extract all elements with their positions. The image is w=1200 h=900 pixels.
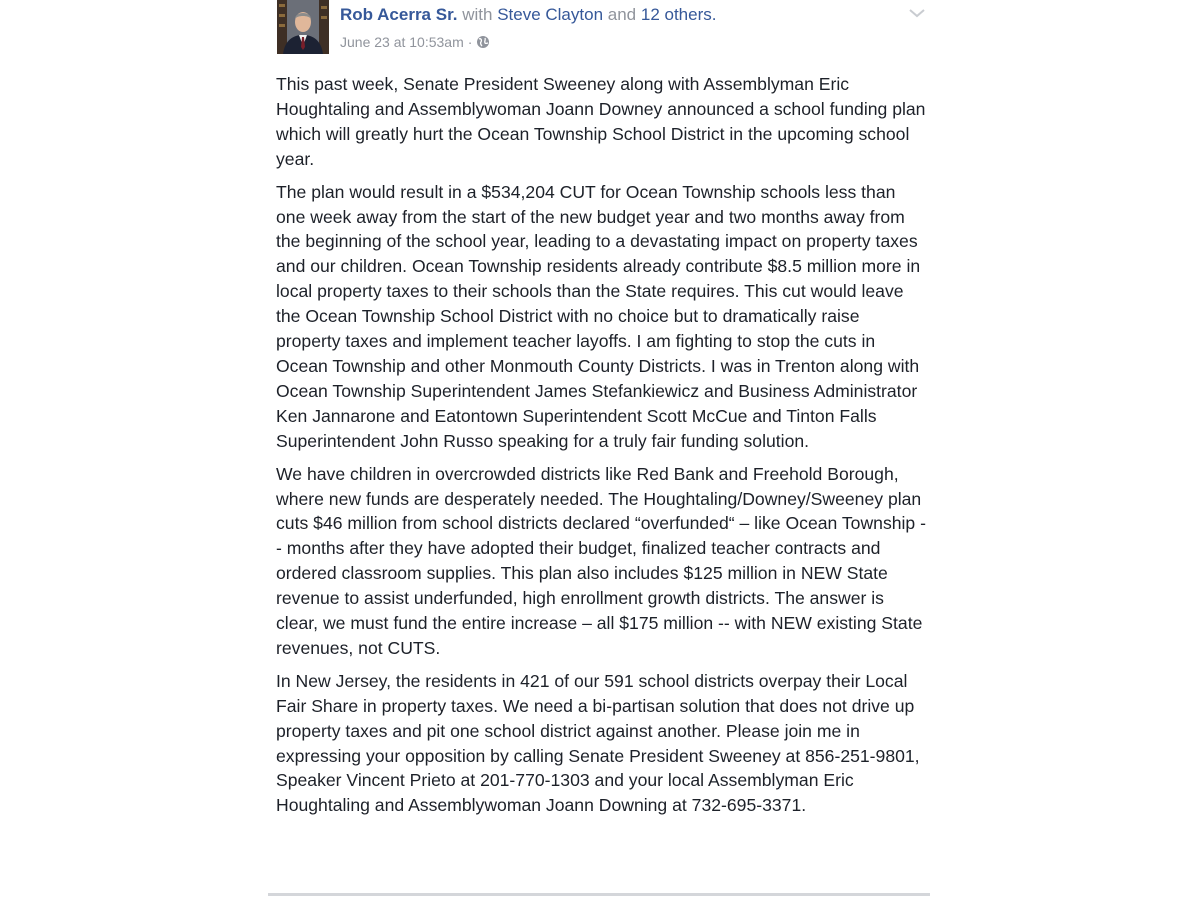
post-body [276,72,926,826]
others-link[interactable]: 12 others. [640,5,717,24]
post-paragraph: In New Jersey, the residents in 421 of our 591 school districts overpay their Local Fair Share in property taxes. We need a bi-partisan solution that does not drive up property taxes and pit one school district against another. Please join me in expressing your opposition by calling Senate President Sweeney at 856-251-9801, Speaker Vincent Prieto at 201-770-1303 and your local Assemblyman Eric Houghtaling and Assemblywoman Joann Downing at 732-695-3371. [276,670,920,816]
meta-separator: · [467,34,473,50]
post-paragraph: This past week, Senate President Sweeney along with Assemblyman Eric Houghtaling and Assemblywoman Joann Downey announced a school funding plan which will greatly hurt the Ocean Township School District in the upcoming school year. [276,74,926,169]
timestamp-link[interactable]: June 23 at 10:53am [340,34,464,50]
with-text: with [462,5,493,24]
post-header [340,5,716,25]
globe-icon[interactable] [476,35,490,49]
avatar[interactable] [277,0,329,54]
tagged-person-link[interactable]: Steve Clayton [497,5,604,24]
chevron-down-icon[interactable] [908,6,926,18]
and-text: and [607,5,637,24]
post-paragraph: The plan would result in a $534,204 CUT for Ocean Township schools less than one week away from the start of the new budget year and two months away from the beginning of the school year, leading to a devastating impact on property taxes and our children. Ocean Township residents already contribute $8.5 million more in local property taxes to their schools than the State requires. This cut would leave the Ocean Township School District with no choice but to dramatically raise property taxes and implement teacher layoffs. I am fighting to stop the cuts in Ocean Township and other Monmouth County Districts. I was in Trenton along with Ocean Township Superintendent James Stefankiewicz and Business Administrator Ken Jannarone and Eatontown Superintendent Scott McCue and Tinton Falls Superintendent John Russo speaking for a truly fair funding solution. [276,181,921,451]
post-paragraph: We have children in overcrowded districts like Red Bank and Freehold Borough, where new funds are desperately needed. The Houghtaling/Downey/Sweeney plan cuts $46 million from school districts declared “overfunded“ – like Ocean Township -- months after they have adopted their budget, finalized teacher contracts and ordered classroom supplies. This plan also includes $125 million in NEW State revenue to assist underfunded, high enrollment growth districts. The answer is clear, we must fund the entire increase – all $175 million -- with NEW existing State revenues, not CUTS. [276,463,926,658]
post-meta [340,34,490,50]
avatar-image [277,0,329,54]
facebook-post [268,0,930,896]
author-name-link[interactable]: Rob Acerra Sr. [340,5,458,24]
